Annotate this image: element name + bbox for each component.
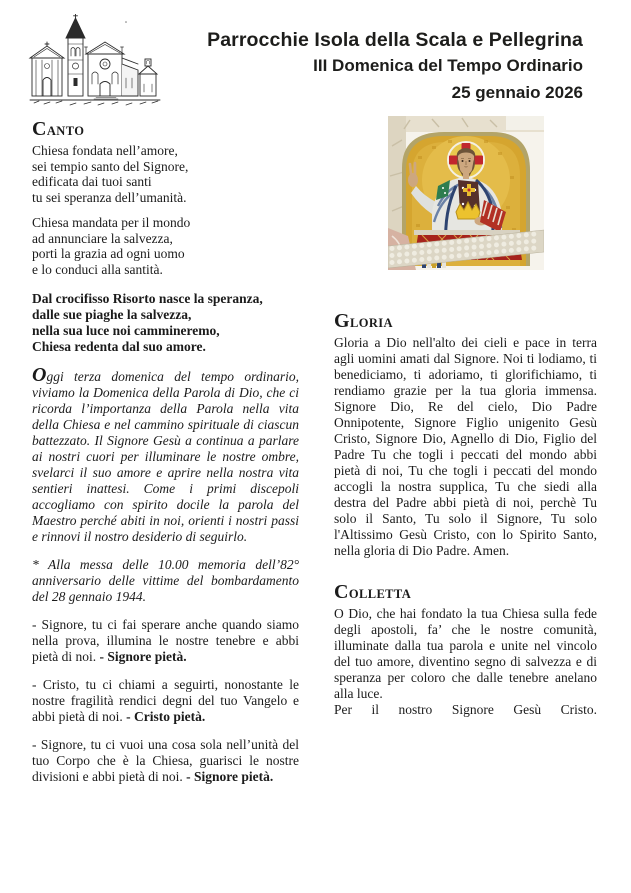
stanza-line: Chiesa fondata nell’amore, [32,143,178,158]
date: 25 gennaio 2026 [451,83,583,102]
right-column [334,118,597,718]
stanza-line: porti la grazia ad ogni uomo [32,246,185,261]
stanza-line: Chiesa mandata per il mondo [32,215,191,230]
parish-churches-sketch-image [26,14,164,112]
refrain-line: Dal crocifisso Risorto nasce la speranza, [32,291,263,306]
stanza-line: ad annunciare la salvezza, [32,230,173,246]
kyrie-response: - Signore pietà. [186,769,274,784]
stanza-line: e lo conduci alla santità. [32,261,163,277]
kyrie-invocation-2: - Cristo, tu ci chiami a seguirti, nonostante le nostre fragilità rendici degni del tuo Vangelo e abbi pietà di noi. - Cristo pietà. [32,677,299,724]
canto-stanza-1 [32,143,299,205]
left-column [32,118,299,797]
canto-heading: CANTO [32,118,85,140]
colletta-closing: Per il nostro Signore Gesù Cristo. [334,702,597,717]
two-column-body [32,118,597,797]
gloria-heading: GLORIA [334,310,393,332]
header [207,27,583,106]
kyrie-response: - Cristo pietà. [126,709,206,724]
refrain-line: dalle sue piaghe la salvezza, [32,307,192,322]
canto-stanza-2 [32,215,299,277]
kyrie-response: - Signore pietà. [99,649,187,664]
page-title: Parrocchie Isola della Scala e Pellegrina [207,29,583,51]
refrain-line: Chiesa redenta dal suo amore. [32,339,206,354]
stanza-line: tu sei speranza dell’umanità. [32,189,187,205]
kyrie-invocation-1: - Signore, tu ci fai sperare anche quando siamo nella prova, illumina le nostre tenebre e abbi pietà di noi. - Signore pietà. [32,617,299,664]
canto-refrain [32,291,299,355]
refrain-line: nella sua luce noi cammineremo, [32,323,220,338]
stanza-line: sei tempio santo del Signore, [32,158,189,174]
mass-anniversary-note: * Alla messa delle 10.00 memoria dell’82° anniversario delle vittime del bombardamento del 28 gennaio 1944. [32,557,299,604]
stanza-line: edificata dai tuoi santi [32,174,152,189]
commentary-paragraph: Oggi terza domenica del tempo ordinario, viviamo la Domenica della Parola di Dio, che ci ricorda l’importanza della Parola nella vita della Chiesa e nel cammino spirituale di ciascun battezzato. Il Signore Gesù a continua a parlare ai nostri cuori per illuminare le nostre ombre, svelarci il suo amore e aprire nella nostra vita sentieri inattesi. Come i primi discepoli accogliamo con spirito docile la parola del Maestro perché abiti in noi, orienti i nostri passi e rinnovi il nostro desiderio di seguirlo. [32,364,299,544]
gloria-text: Gloria a Dio nell'alto dei cieli e pace in terra agli uomini amati dal Signore. Noi ti lodiamo, ti benediciamo, ti adoriamo, ti glorifichiamo, ti rendiamo grazie per la tua gloria immensa. Signore Dio, Re del cielo, Dio Padre Onnipotente, Signore Figlio unigenito Gesù Cristo, Signore Dio, Agnello di Dio, Figlio del Padre Tu che togli i peccati del mondo abbi pietà di noi, Tu che togli i peccati del mondo accogli la nostra supplica, Tu che siedi alla destra del Padre abbi pietà di noi, perchè Tu solo il Santo, Tu solo il Signore, Tu solo l'Altissimo Gesù Cristo, con lo Spirito Santo, nella gloria di Dio Padre. Amen. [334,335,597,558]
colletta-text: O Dio, che hai fondato la tua Chiesa sulla fede degli apostoli, fa’ che le nostre comunità, illuminate dalla tua parola e unite nel vincolo del tuo amore, diventino segno di salvezza e di speranza per coloro che dalle tenebre anelano alla luce. [334,606,597,701]
liturgical-day: III Domenica del Tempo Ordinario [313,56,583,75]
colletta-heading: COLLETTA [334,581,412,603]
christ-pantocrator-mosaic-image [388,116,544,270]
kyrie-invocation-3: - Signore, tu ci vuoi una cosa sola nell’unità del tuo Corpo che è la Chiesa, guarisci le nostre divisioni e abbi pietà di noi. - Signore pietà. [32,737,299,784]
